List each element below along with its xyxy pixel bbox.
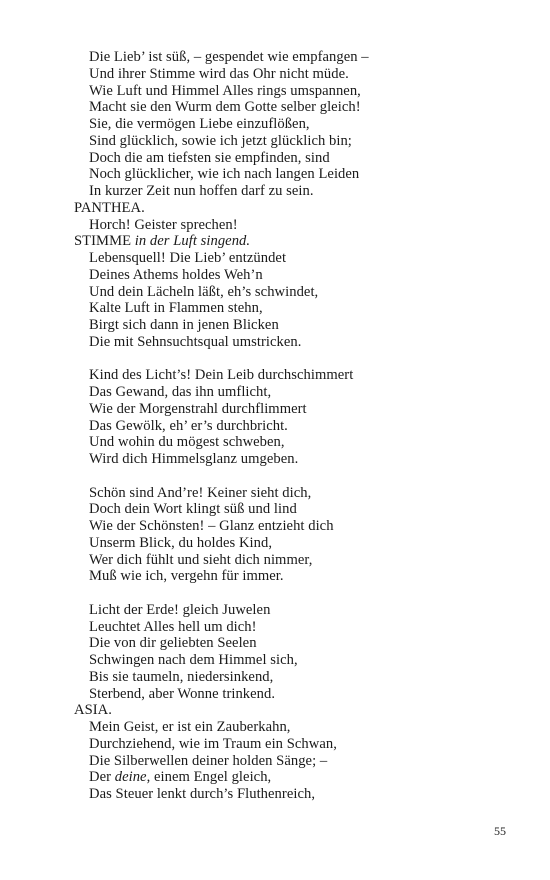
verse-line xyxy=(74,418,514,435)
line-text: Doch die am tiefsten sie empfinden, sind xyxy=(89,149,330,166)
line-text: Und wohin du mögest schweben, xyxy=(89,434,285,451)
verse-line xyxy=(74,250,514,267)
line-text: Horch! Geister sprechen! xyxy=(89,216,238,233)
verse-line xyxy=(74,317,514,334)
stanza-break xyxy=(74,351,514,368)
line-text: Das Steuer lenkt durch’s Fluthenreich, xyxy=(89,786,316,802)
line-text: ASIA. xyxy=(74,702,112,719)
line-text: Licht der Erde! gleich Juwelen xyxy=(89,601,271,618)
verse-line xyxy=(74,552,514,569)
line-text: Durchziehend, wie im Traum ein Schwan, xyxy=(89,735,337,752)
line-text: Kind des Licht’s! Dein Leib durchschimmert xyxy=(89,367,354,384)
line-text: Deines Athems holdes Weh’n xyxy=(89,266,263,283)
verse-line xyxy=(74,401,514,418)
verse-line xyxy=(74,451,514,468)
verse-line xyxy=(74,635,514,652)
verse-line xyxy=(74,669,514,686)
verse-line xyxy=(74,217,514,234)
verse-line xyxy=(74,284,514,301)
line-text: Lebensquell! Die Lieb’ entzündet xyxy=(89,250,287,266)
verse-line xyxy=(74,619,514,636)
line-text: In kurzer Zeit nun hoffen darf zu sein. xyxy=(89,183,314,199)
line-text: Birgt sich dann in jenen Blicken xyxy=(89,317,279,333)
line-text: Wie Luft und Himmel Alles rings umspannen, xyxy=(89,82,361,99)
line-text: Muß wie ich, vergehn für immer. xyxy=(89,568,284,585)
verse-line xyxy=(74,518,514,535)
verse-line xyxy=(74,99,514,116)
speaker-name xyxy=(74,200,514,217)
line-text: Die von dir geliebten Seelen xyxy=(89,635,257,652)
line-text: Sind glücklich, sowie ich jetzt glücklich bin; xyxy=(89,132,352,149)
verse-line xyxy=(74,116,514,133)
verse-line xyxy=(74,183,514,200)
verse-line xyxy=(74,166,514,183)
verse-line xyxy=(74,434,514,451)
line-text: Mein Geist, er ist ein Zauberkahn, xyxy=(89,719,291,735)
line-text: Sie, die vermögen Liebe einzuflößen, xyxy=(89,116,310,132)
verse-line xyxy=(74,753,514,770)
verse-line xyxy=(74,719,514,736)
emphasized-word: deine xyxy=(114,769,147,786)
line-text: Das Gewölk, eh’ er’s durchbricht. xyxy=(89,417,288,434)
verse-line xyxy=(74,300,514,317)
verse-line xyxy=(74,334,514,351)
line-text: Noch glücklicher, wie ich nach langen Leiden xyxy=(89,166,360,183)
stanza-break xyxy=(74,585,514,602)
verse-line xyxy=(74,150,514,167)
line-text-rest: , einem Engel gleich, xyxy=(146,769,272,786)
line-text: Die Silberwellen deiner holden Sänge; – xyxy=(89,752,328,769)
verse-line xyxy=(74,367,514,384)
page-number: 55 xyxy=(494,824,506,838)
line-text: Wie der Schönsten! – Glanz entzieht dich xyxy=(89,518,334,534)
line-text: Die mit Sehnsuchtsqual umstricken. xyxy=(89,333,302,350)
line-text: Sterbend, aber Wonne trinkend. xyxy=(89,685,276,702)
verse-line xyxy=(74,49,514,66)
line-text: Die Lieb’ ist süß, – gespendet wie empfangen – xyxy=(89,49,369,65)
line-text: Das Gewand, das ihn umflicht, xyxy=(89,384,272,400)
verse-line xyxy=(74,736,514,753)
verse-line xyxy=(74,652,514,669)
line-text: PANTHEA. xyxy=(74,199,145,216)
verse-line xyxy=(74,133,514,150)
line-text: Wird dich Himmelsglanz umgeben. xyxy=(89,451,299,467)
verse-line xyxy=(74,384,514,401)
stanza-break xyxy=(74,468,514,485)
verse-line xyxy=(74,602,514,619)
line-text: STIMME xyxy=(74,233,135,250)
verse-line xyxy=(74,769,514,786)
line-text: Doch dein Wort klingt süß und lind xyxy=(89,501,297,518)
line-text: Schön sind And’re! Keiner sieht dich, xyxy=(89,484,312,501)
verse-line xyxy=(74,535,514,552)
line-text: Bis sie taumeln, niedersinkend, xyxy=(89,668,274,685)
verse-line xyxy=(74,786,514,803)
verse-line xyxy=(74,66,514,83)
poem-text xyxy=(74,49,514,803)
verse-line xyxy=(74,267,514,284)
verse-line xyxy=(74,686,514,703)
verse-line xyxy=(74,501,514,518)
line-text: Leuchtet Alles hell um dich! xyxy=(89,618,257,635)
line-text: Der xyxy=(89,769,115,786)
stage-direction: in der Luft singend. xyxy=(134,233,251,250)
line-text: Wie der Morgenstrahl durchflimmert xyxy=(89,400,307,417)
speaker-name xyxy=(74,702,514,719)
line-text: Wer dich fühlt und sieht dich nimmer, xyxy=(89,551,313,568)
line-text: Kalte Luft in Flammen stehn, xyxy=(89,300,263,317)
line-text: Schwingen nach dem Himmel sich, xyxy=(89,652,298,668)
speaker-name xyxy=(74,233,514,250)
line-text: Macht sie den Wurm dem Gotte selber gleich! xyxy=(89,99,361,116)
verse-line xyxy=(74,485,514,502)
line-text: Unserm Blick, du holdes Kind, xyxy=(89,534,273,551)
line-text: Und dein Lächeln läßt, eh’s schwindet, xyxy=(89,283,319,300)
line-text: Und ihrer Stimme wird das Ohr nicht müde. xyxy=(89,65,349,82)
verse-line xyxy=(74,83,514,100)
verse-line xyxy=(74,568,514,585)
